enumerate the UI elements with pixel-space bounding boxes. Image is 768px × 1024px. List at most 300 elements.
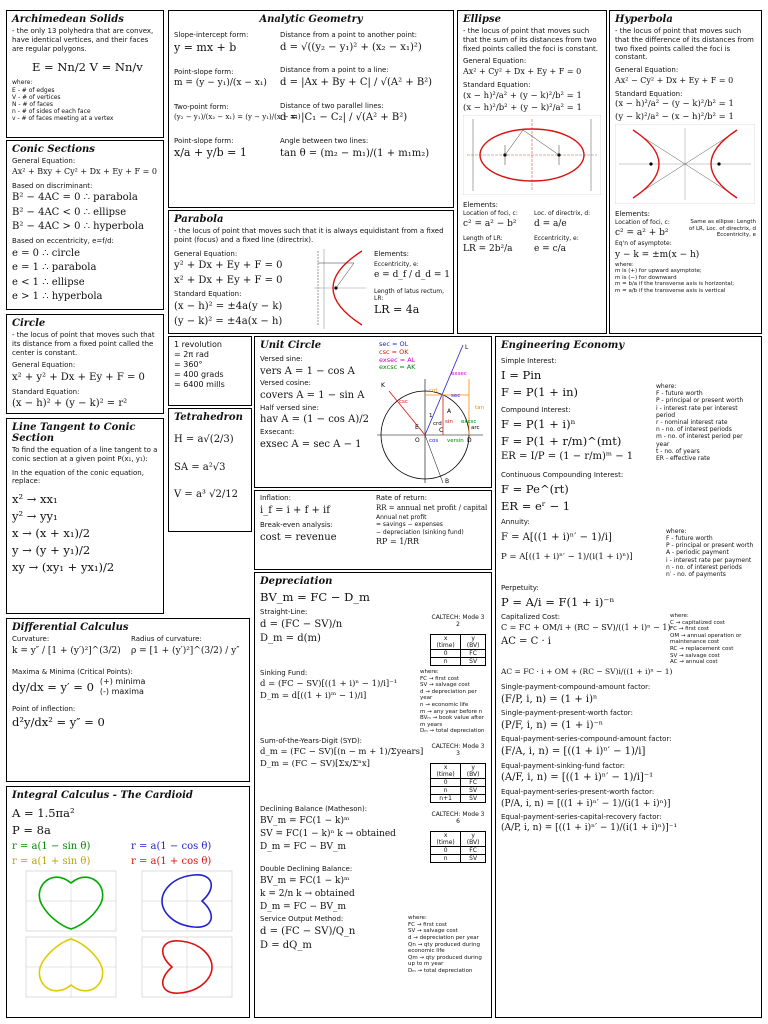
unit-circle-label-o: O	[415, 437, 420, 444]
unit-circle-label-crd: crd	[433, 421, 442, 427]
analytic-right-eq: tan θ = (m₂ − m₁)/(1 + m₁m₂)	[280, 147, 430, 159]
ror-note: − depreciation (sinking fund)	[376, 528, 464, 536]
conics-ecc: e > 1 ∴ hyperbola	[12, 291, 103, 303]
hyperbola-asym-eq: y − k = ±m(x − h)	[615, 249, 700, 260]
unit-circle-label-arc: arc	[471, 425, 480, 431]
analytic-left-eq: y = mx + b	[174, 40, 237, 54]
conics-disc: B² − 4AC < 0 ∴ ellipse	[12, 206, 127, 218]
unit-circle-label-cos: cos	[429, 438, 439, 444]
ellipse-lr-label: Length of LR:	[463, 234, 503, 242]
hyperbola-std-eq: (y − k)²/a² − (x − h)²/b² = 1	[615, 111, 734, 122]
simple-interest-where: P - principal or present worth	[656, 397, 744, 405]
service-output-where: Qm → qty produced during up to m year	[408, 954, 482, 968]
parabola-desc: - the locus of point that moves such that it is always equidistant from a fixed point (focus) and a fixed line (directrix).	[174, 227, 444, 244]
syd-caltech: CALTECH: Mode 3 3	[431, 743, 485, 758]
tangent-item: x → (x + x₁)/2	[12, 526, 91, 541]
declining-balance-table	[430, 831, 486, 863]
unit-circle-legend: sec = OL	[379, 340, 409, 348]
caltech-cell: FC	[461, 779, 486, 787]
conics-disc: B² − 4AC > 0 ∴ hyperbola	[12, 221, 144, 233]
unit-circle-label-d: D	[467, 437, 472, 444]
capitalized-where: SV → salvage cost	[670, 652, 720, 659]
declining-balance-label: Declining Balance (Matheson):	[260, 805, 368, 814]
capitalized-eq: C = FC + OM/i + (RC − SV)/((1 + i)ⁿ − 1)	[501, 622, 671, 632]
ellipse-diagram	[463, 115, 601, 195]
tangent-desc: To find the equation of a line tangent to a conic section at a given point P(x₁, y₁):	[12, 446, 158, 463]
archimedean-legend: E - # of edges	[12, 86, 55, 94]
tangent-panel	[6, 418, 164, 614]
hyperbola-asym-where: m is (+) for upward asymptote;	[615, 268, 702, 275]
cardioid-left-eq: r = a(1 − sin θ)	[12, 841, 91, 853]
continuous-label: Continuous Compounding Interest:	[501, 470, 624, 479]
hyperbola-diagram	[615, 124, 755, 204]
unit-circle-label-csc: csc	[399, 399, 408, 405]
ellipse-std-eq: (x − h)²/a² + (y − k)²/b² = 1	[463, 90, 582, 101]
ellipse-elements-label: Elements:	[463, 201, 498, 210]
syd-table	[430, 763, 486, 803]
simple-interest-where: m - no. of interest period per year	[656, 433, 743, 448]
conics-title: Conic Sections	[12, 144, 95, 155]
archimedean-where: where:	[12, 79, 33, 87]
simple-interest-where: ER - effective rate	[656, 454, 711, 462]
tangent-item: y² → yy₁	[12, 509, 58, 524]
unit-circle-label-sin: sin	[445, 419, 453, 425]
parabola-diagram	[310, 245, 368, 331]
analytic-left-eq: (y₂ − y₁)/(x₂ − x₁) = (y − y₁)/(x − x₁)	[174, 113, 301, 122]
analytic-left-label: Two-point form:	[174, 103, 229, 112]
circle-std-eq: (x − h)² + (y − k)² = r²	[12, 398, 128, 410]
annuity-where: n - no. of interest periods	[666, 563, 742, 571]
factor-label: Single-payment-compound-amount factor:	[501, 682, 651, 691]
caltech-cell: n	[431, 787, 461, 795]
maxmin-label: Maxima & Minima (Critical Points):	[12, 667, 133, 676]
tangent-item: y → (y + y₁)/2	[12, 543, 91, 558]
factor-eq: (P/F, i, n) = (1 + i)⁻ⁿ	[501, 719, 604, 731]
caltech-cell: n	[431, 855, 461, 863]
unit-circle-label-c: C	[439, 427, 444, 434]
straight-line-eq: D_m = d(m)	[260, 633, 321, 645]
ellipse-directrix-label: Loc. of directrix, d:	[534, 210, 591, 218]
circle-std-label: Standard Equation:	[12, 387, 80, 396]
analytic-right-eq: d = |Ax + By + C| / √(A² + B²)	[280, 77, 433, 88]
parabola-gen-label: General Equation:	[174, 249, 238, 258]
straight-line-table	[430, 634, 486, 666]
compound-interest-eq: F = P(1 + r/m)^(mt)	[501, 433, 622, 448]
units-item: = 360°	[174, 360, 203, 369]
economy-title: Engineering Economy	[501, 340, 625, 351]
tetrahedron-item: SA = a²√3	[174, 461, 226, 473]
parabola-std-label: Standard Equation:	[174, 290, 242, 299]
factor-label: Equal-payment-series-compound-amount factor:	[501, 735, 672, 744]
cardioid-left-eq: r = a(1 + sin θ)	[12, 855, 91, 867]
caltech-cell: SV	[461, 787, 486, 795]
unit-circle-eq: exsec A = sec A − 1	[260, 438, 362, 450]
inflation-label: Inflation:	[260, 494, 291, 502]
unit-circle-label-e: E	[415, 424, 419, 431]
service-output-where: SV → salvage cost	[408, 928, 458, 935]
unit-circle-label-l: L	[465, 344, 469, 351]
factor-eq: (A/P, i, n) = [((1 + i)ⁿ′ − 1)/(i(1 + i)ⁿ)]⁻¹	[501, 823, 678, 834]
unit-circle-eq: covers A = 1 − sin A	[260, 390, 365, 401]
unit-circle-label-cot: cot	[429, 388, 438, 394]
sinking-fund-eq: d = (FC − SV)[((1 + i)ⁿ − 1)/i]⁻¹	[260, 678, 398, 689]
ellipse-desc: - the locus of point that moves such that the sum of its distances from two fixed points called the foci is constant.	[463, 27, 598, 53]
factor-label: Equal-payment-series-present-worth factor:	[501, 787, 655, 796]
sinking-fund-where: where:	[420, 669, 439, 676]
hyperbola-gen-label: General Equation:	[615, 66, 679, 74]
declining-balance-eq: SV = FC(1 − k)ⁿ k → obtained	[260, 828, 396, 839]
straight-line-eq: d = (FC − SV)/n	[260, 618, 343, 630]
unit-circle-legend: exsec = AL	[379, 355, 416, 364]
hyperbola-asym-where: where:	[615, 261, 634, 268]
maxmin-note: (-) maxima	[99, 686, 144, 696]
rates-panel	[254, 490, 492, 570]
analytic-left-label: Point-slope form:	[174, 67, 234, 76]
unit-circle-label: Versed sine:	[260, 355, 303, 363]
syd-eq: D_m = (FC − SV)[Σx/Σⁿx]	[260, 759, 370, 770]
annuity-where: P - principal or present worth	[666, 542, 754, 550]
annuity-eq: P = A[((1 + i)ⁿ′ − 1)/(i(1 + i)ⁿ)]	[501, 552, 633, 563]
curvature-eq: k = y″ / [1 + (y′)²]^(3/2)	[12, 645, 121, 656]
unit-circle-panel	[254, 336, 492, 488]
unit-circle-eq: hav A = (1 − cos A)/2	[260, 414, 369, 426]
service-output-where: FC → first cost	[408, 921, 448, 928]
ellipse-std-label: Standard Equation:	[463, 80, 531, 89]
tangent-replace: In the equation of the conic equation, replace:	[12, 468, 144, 486]
analytic-right-label: Distance from a point to a line:	[280, 66, 389, 75]
caltech-cell: SV	[461, 658, 486, 666]
parabola-title: Parabola	[174, 214, 224, 225]
analytic-right-label: Distance from a point to another point:	[280, 31, 418, 39]
double-declining-eq: k = 2/n k → obtained	[260, 888, 355, 899]
analytic-right-eq: d = √((y₂ − y₁)² + (x₂ − x₁)²)	[280, 41, 422, 53]
simple-interest-where: F - future worth	[656, 390, 703, 398]
unit-circle-title: Unit Circle	[260, 340, 322, 351]
cardioid-right-eq: r = a(1 + cos θ)	[131, 855, 212, 867]
factor-eq: (F/P, i, n) = (1 + i)ⁿ	[501, 693, 598, 705]
syd-eq: d_m = (FC − SV)[(n − m + 1)/Σyears]	[260, 746, 424, 757]
simple-interest-eq: F = P(1 + in)	[501, 384, 578, 399]
caltech-cell: SV	[461, 795, 486, 803]
hyperbola-asym-where: m = a/b if the transverse axis is vertical	[615, 288, 726, 295]
ellipse-panel	[457, 10, 607, 334]
unit-circle-label: Exsecant:	[260, 427, 295, 436]
sinking-fund-where: n → economic life	[420, 702, 469, 709]
maxmin-eq: dy/dx = y′ = 0	[12, 679, 94, 694]
units-panel	[168, 336, 252, 406]
ellipse-gen-eq: Ax² + Cy² + Dx + Ey + F = 0	[463, 67, 582, 76]
service-output-label: Service Output Method:	[260, 915, 344, 924]
parabola-elements-label: Elements:	[374, 249, 409, 258]
ellipse-std-eq: (x − h)²/b² + (y − k)²/a² = 1	[463, 103, 582, 114]
declining-balance-caltech: CALTECH: Mode 3 6	[431, 811, 485, 826]
archimedean-panel	[6, 10, 164, 138]
simple-interest-label: Simple Interest:	[501, 357, 557, 365]
capitalized-where: C → capitalized cost	[670, 619, 725, 626]
factor-label: Single-payment-present-worth factor:	[501, 709, 633, 718]
parabola-std-eq: (x − h)² = ±4a(y − k)	[174, 301, 283, 312]
analytic-panel	[168, 10, 454, 208]
caltech-cell: 0	[431, 779, 461, 787]
caltech-cell: 0	[431, 847, 461, 855]
unit-circle-label-excsc: excsc	[461, 419, 477, 425]
ellipse-gen-label: General Equation:	[463, 57, 527, 66]
parabola-ecc-eq: e = d_f / d_d = 1	[374, 270, 450, 281]
parabola-std-eq: (y − k)² = ±4a(x − h)	[174, 315, 283, 327]
cardioid-right-eq: r = a(1 − cos θ)	[131, 841, 212, 853]
units-item: = 400 grads	[174, 370, 224, 379]
integral-eq: P = 8a	[12, 823, 51, 838]
sinking-fund-where: SV → salvage cost	[420, 682, 470, 689]
capitalized-eq: AC = FC · i + OM + (RC − SV)i/((1 + i)ⁿ − 1)	[501, 666, 673, 676]
archimedean-legend: n - # of sides of each face	[12, 108, 91, 116]
integral-eq: A = 1.5πa²	[12, 806, 75, 820]
parabola-lr-label: Length of latus rectum, LR:	[374, 287, 445, 302]
hyperbola-same: Same as ellipse: Length of LR, Loc. of directrix, d Eccentricity, e	[688, 218, 756, 239]
double-declining-label: Double Declining Balance:	[260, 865, 353, 874]
sinking-fund-where: BVₘ → book value after m years	[420, 715, 484, 728]
capitalized-where: FC → first cost	[670, 626, 710, 633]
conics-ecc: e = 1 ∴ parabola	[12, 262, 97, 274]
tetrahedron-panel	[168, 408, 252, 532]
factor-label: Equal-payment-sinking-fund factor:	[501, 761, 625, 770]
compound-interest-eq: ER = I/P = (1 − r/m)ᵐ − 1	[501, 450, 634, 462]
straight-line-label: Straight-Line:	[260, 608, 308, 617]
hyperbola-asym-where: m = b/a if the transverse axis is horizontal;	[615, 281, 735, 288]
simple-interest-eq: I = Pin	[501, 367, 542, 382]
hyperbola-elements-label: Elements:	[615, 210, 650, 219]
tetrahedron-item: V = a³ √2/12	[174, 489, 238, 500]
maxmin-note: (+) minima	[99, 676, 146, 686]
unit-circle-eq: vers A = 1 − cos A	[260, 365, 355, 377]
circle-gen-eq: x² + y² + Dx + Ey + F = 0	[12, 372, 145, 383]
sinking-fund-where: m → any year before n	[420, 708, 483, 715]
hyperbola-desc: - the locus of point that moves such that the difference of its distances from two fixed points called the foci is constant.	[615, 27, 754, 62]
hyperbola-gen-eq: Ax² − Cy² + Dx + Ey + F = 0	[615, 75, 734, 85]
caltech-cell: n	[431, 658, 461, 666]
ror-note: Annual net profit	[376, 514, 427, 522]
tangent-item: xy → (xy₁ + yx₁)/2	[12, 560, 115, 575]
ellipse-ecc-eq: e = c/a	[534, 243, 567, 254]
conics-disc-label: Based on discriminant:	[12, 181, 93, 190]
service-output-where: Dₘ → total depreciation	[408, 967, 473, 974]
sinking-fund-where: FC → first cost	[420, 675, 460, 682]
unit-circle-label-versin: versin	[447, 438, 464, 444]
sinking-fund-eq: D_m = d[((1 + i)ᵐ − 1)/i]	[260, 691, 367, 702]
hyperbola-std-label: Standard Equation:	[615, 89, 683, 98]
sinking-fund-label: Sinking Fund:	[260, 669, 308, 678]
simple-interest-where: where:	[656, 383, 677, 390]
integral-panel	[6, 786, 250, 1018]
compound-interest-label: Compound Interest:	[501, 405, 571, 414]
capitalized-eq: AC = C · i	[501, 635, 551, 647]
simple-interest-where: i - interest rate per interest period	[656, 404, 738, 419]
simple-interest-where: r - nominal interest rate	[656, 418, 728, 426]
radius-eq: ρ = [1 + (y′)²]^(3/2) / y″	[131, 645, 240, 656]
analytic-title: Analytic Geometry	[259, 14, 363, 25]
ror-label: Rate of return:	[376, 494, 428, 502]
circle-title: Circle	[12, 318, 46, 329]
service-output-eq: d = (FC − SV)/Q_n	[260, 925, 356, 937]
differential-title: Differential Calculus	[12, 622, 129, 633]
caltech-header-y: y (BV)	[461, 832, 486, 847]
tetrahedron-title: Tetrahedron	[174, 412, 243, 423]
ror-eq: RR = annual net profit / capital	[376, 503, 488, 512]
inflection-label: Point of inflection:	[12, 704, 76, 713]
analytic-left-eq: m = (y − y₁)/(x − x₁)	[174, 78, 267, 89]
analytic-left-eq: x/a + y/b = 1	[174, 146, 247, 160]
service-output-where: where:	[408, 915, 427, 922]
caltech-header-x: x (time)	[431, 764, 461, 779]
unit-circle-label-tan: tan	[475, 405, 485, 411]
circle-gen-label: General Equation:	[12, 361, 76, 370]
archimedean-legend: V - # of vertices	[12, 93, 61, 101]
cardioid-plot-green	[26, 871, 116, 931]
capitalized-where: where:	[670, 612, 689, 619]
annuity-where: n′ - no. of payments	[666, 570, 726, 578]
continuous-eq: ER = eʳ − 1	[501, 498, 571, 513]
capitalized-where: OM → annual operation or maintenance cost	[670, 632, 742, 646]
service-output-where: Qn → qty produced during economic life	[408, 941, 480, 955]
capitalized-label: Capitalized Cost:	[501, 612, 561, 621]
caltech-cell: FC	[461, 847, 486, 855]
tangent-item: x² → xx₁	[12, 492, 58, 506]
analytic-right-label: Angle between two lines:	[280, 136, 369, 145]
archimedean-legend: N - # of faces	[12, 100, 53, 108]
ellipse-directrix-eq: d = a/e	[534, 219, 567, 230]
economy-panel	[495, 336, 762, 1018]
caltech-header-x: x (time)	[431, 635, 461, 650]
unit-circle-label-a: A	[447, 408, 452, 415]
depreciation-main-eq: BV_m = FC − D_m	[260, 590, 370, 604]
straight-line-caltech: CALTECH: Mode 3 2	[431, 614, 485, 629]
service-output-eq: D = dQ_m	[260, 940, 312, 952]
conics-gen-label: General Equation:	[12, 157, 76, 165]
annuity-where: where:	[666, 527, 687, 535]
hyperbola-std-eq: (x − h)²/a² − (y − k)²/b² = 1	[615, 99, 734, 110]
compound-interest-eq: F = P(1 + i)ⁿ	[501, 416, 576, 431]
ellipse-foci-eq: c² = a² − b²	[463, 219, 517, 230]
caltech-header-y: y (BV)	[461, 764, 486, 779]
ellipse-title: Ellipse	[463, 14, 502, 25]
caltech-header-x: x (time)	[431, 832, 461, 847]
service-output-where: d → depreciation per year	[408, 934, 479, 941]
tangent-title: Line Tangent to Conic Section	[12, 422, 136, 444]
factor-eq: (A/F, i, n) = [((1 + i)ⁿ′ − 1)/i]⁻¹	[501, 772, 654, 784]
cardioid-plot-blue	[142, 871, 232, 931]
circle-desc: - the locus of point that moves such that its distance from a fixed point called the center is constant.	[12, 331, 155, 357]
unit-circle-label: Versed cosine:	[260, 379, 311, 388]
annuity-where: F - future worth	[666, 535, 713, 542]
caltech-cell: n+1	[431, 795, 461, 803]
analytic-left-label: Point-slope form:	[174, 136, 234, 145]
conics-ecc-label: Based on eccentricity, e=f/d:	[12, 236, 114, 245]
analytic-left-label: Slope-intercept form:	[174, 31, 249, 39]
perpetuity-label: Perpetuity:	[501, 584, 539, 593]
double-declining-eq: BV_m = FC(1 − k)ᵐ	[260, 875, 350, 886]
double-declining-eq: D_m = FC − BV_m	[260, 902, 347, 913]
parabola-gen-eq: y² + Dx + Ey + F = 0	[174, 260, 283, 272]
annuity-where: A - periodic payment	[666, 549, 729, 557]
depreciation-title: Depreciation	[260, 576, 333, 587]
unit-circle-label: Half versed sine:	[260, 403, 319, 412]
capitalized-where: AC → annual cost	[670, 659, 718, 666]
conics-gen-eq: Ax² + Bxy + Cy² + Dx + Ey + F = 0	[12, 166, 157, 176]
breakeven-eq: cost = revenue	[260, 532, 337, 543]
factor-eq: (P/A, i, n) = [((1 + i)ⁿ′ − 1)/(i(1 + i)ⁿ)]	[501, 798, 671, 809]
hyperbola-panel	[609, 10, 762, 334]
caltech-cell: SV	[461, 855, 486, 863]
ellipse-ecc-label: Eccentricity, e:	[534, 234, 579, 242]
inflection-eq: d²y/dx² = y″ = 0	[12, 715, 105, 730]
tetrahedron-item: H = a√(2/3)	[174, 434, 234, 445]
capitalized-where: RC → replacement cost	[670, 645, 734, 652]
conics-panel	[6, 140, 164, 310]
sinking-fund-where: d → depreciation per year	[420, 688, 477, 702]
ellipse-foci-label: Location of foci, c:	[463, 210, 518, 218]
annuity-label: Annuity:	[501, 517, 530, 526]
unit-circle-label-k: K	[381, 382, 385, 389]
caltech-header-y: y (BV)	[461, 635, 486, 650]
annuity-where: i - interest rate per payment	[666, 556, 752, 564]
continuous-eq: F = Pe^(rt)	[501, 481, 569, 496]
cardioid-plots	[12, 869, 244, 999]
parabola-panel	[168, 210, 454, 334]
analytic-right-label: Distance of two parallel lines:	[280, 101, 384, 110]
radius-label: Radius of curvature:	[131, 635, 202, 643]
hyperbola-title: Hyperbola	[615, 14, 673, 25]
archimedean-formula: E = Nn/2 V = Nn/v	[32, 60, 143, 75]
simple-interest-where: t - no. of years	[656, 447, 700, 455]
archimedean-legend: v - # of faces meeting at a vertex	[12, 115, 114, 123]
unit-circle-label-b: B	[445, 478, 450, 485]
syd-label: Sum-of-the-Years-Digit (SYD):	[260, 737, 363, 746]
hyperbola-asym-label: Eq'n of asymptote:	[615, 240, 672, 248]
conics-disc: B² − 4AC = 0 ∴ parabola	[12, 192, 138, 204]
parabola-lr-eq: LR = 4a	[374, 302, 420, 316]
unit-circle-legend: csc = OK	[379, 347, 409, 356]
analytic-right-eq: d = |C₁ − C₂| / √(A² + B²)	[280, 112, 408, 124]
perpetuity-eq: P = A/i = F(1 + i)⁻ⁿ	[501, 594, 615, 609]
units-item: 1 revolution	[174, 340, 222, 349]
annuity-eq: F = A[((1 + i)ⁿ′ − 1)/i]	[501, 531, 612, 543]
ellipse-lr-eq: LR = 2b²/a	[463, 243, 513, 254]
hyperbola-foci-label: Location of foci, c:	[615, 218, 670, 226]
factor-label: Equal-payment-series-capital-recovery factor:	[501, 812, 662, 821]
ror-note: = savings − expenses	[376, 521, 443, 529]
conics-ecc: e < 1 ∴ ellipse	[12, 276, 85, 288]
curvature-label: Curvature:	[12, 635, 50, 643]
parabola-gen-eq: x² + Dx + Ey + F = 0	[174, 274, 283, 286]
inflation-eq: i_f = i + f + if	[260, 504, 330, 516]
unit-circle-diagram	[371, 339, 489, 485]
unit-circle-label-sec: sec	[451, 393, 461, 399]
sinking-fund-where: Dₘ → total depreciation	[420, 728, 485, 735]
archimedean-desc: - the only 13 polyhedra that are convex, have identical vertices, and their faces are regular polygons.	[12, 27, 154, 53]
circle-panel	[6, 314, 164, 414]
declining-balance-eq: BV_m = FC(1 − k)ᵐ	[260, 815, 350, 826]
differential-panel	[6, 618, 250, 782]
archimedean-title: Archimedean Solids	[12, 14, 124, 25]
unit-circle-label-one: 1	[429, 413, 433, 419]
caltech-cell: 0	[431, 650, 461, 658]
cardioid-plot-yellow	[26, 937, 116, 997]
unit-circle-label-exsec: exsec	[451, 371, 467, 377]
unit-circle-legend: excsc = AK	[379, 363, 416, 372]
parabola-ecc-label: Eccentricity, e:	[374, 261, 419, 269]
integral-title: Integral Calculus - The Cardioid	[12, 790, 193, 801]
factor-eq: (F/A, i, n) = [((1 + i)ⁿ′ − 1)/i]	[501, 746, 646, 758]
